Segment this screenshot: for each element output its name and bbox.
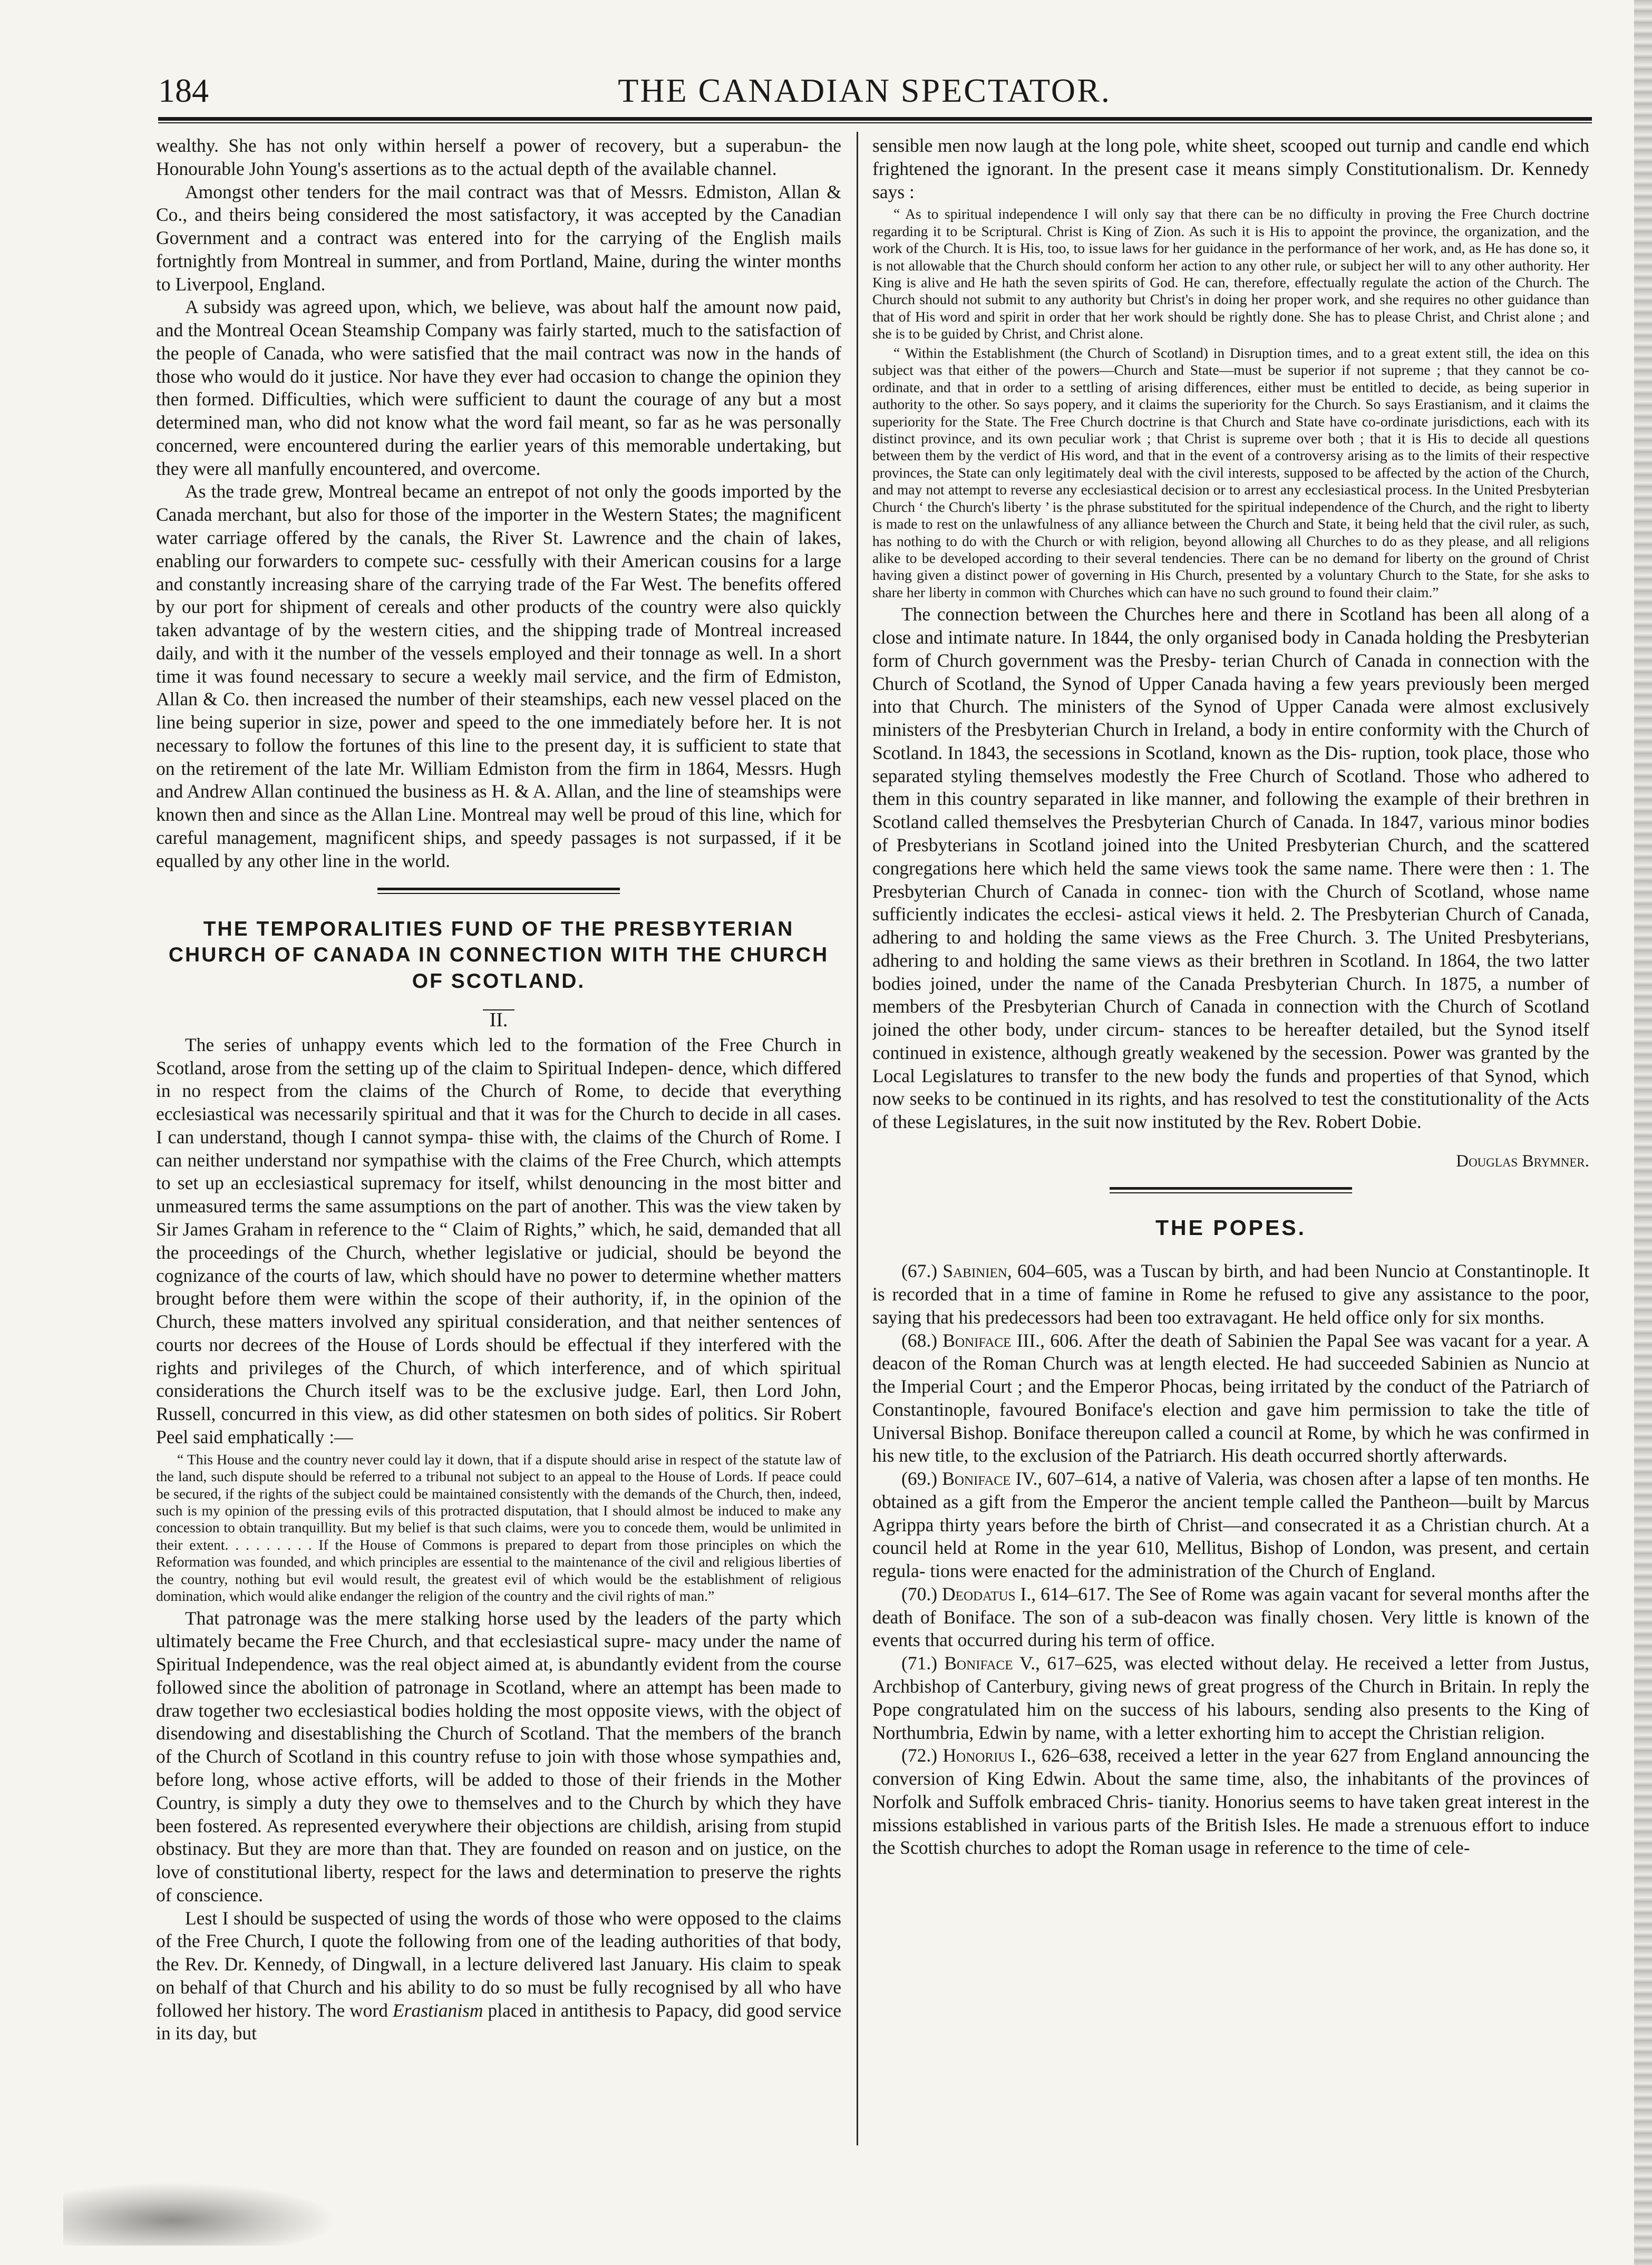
pope-number: (72.)	[901, 1745, 938, 1766]
peel-quote: “ This House and the country never could lay it down, that if a dispute should arise in respect of the statute law of the land, such dispute should be referred to a tribunal not subject to an appeal to the House of Lords. If peace could be secured, if the rights of the subject could be maintained consistently with the demands of the Church, then, indeed, such is my opinion of the pressing evils of this protracted disputation, that I should almost be induced to make any concession to obtain tranquillity. But my belief is that such claims, were you to concede them, would be unlimited in their extent. . . . . . . . . If the House of Commons is prepared to depart from those principles on which the Reformation was founded, and which principles are essential to the maintenance of the civil and religious liberties of the country, nothing but evil would result, the greatest evil of which would be the establishment of religious domination, which would alike endanger the religion of the country and the civil rights of man.”	[156, 1451, 841, 1605]
italic-word: Erastianism	[392, 1999, 483, 2021]
intro-paragraph: wealthy. She has not only within herself a power of recovery, but a superabun- the Honourable John Young's assertions as to the actual depth of the available channel.	[156, 135, 841, 179]
header-rule	[158, 117, 1592, 123]
pope-name: Sabinien	[942, 1260, 1007, 1282]
scan-edge	[1634, 0, 1652, 2265]
pope-entry	[872, 1652, 1589, 1744]
section-separator	[377, 888, 620, 894]
pope-number: (67.)	[901, 1260, 938, 1282]
page-number: 184	[158, 72, 209, 109]
pope-entry	[872, 1744, 1589, 1860]
part-number: II.	[156, 1008, 841, 1010]
continuation-paragraph: sensible men now laugh at the long pole, white sheet, scooped out turnip and candle end which frightened the ignorant. In the present case it means simply Constitutionalism. Dr. Kennedy says :	[872, 135, 1589, 202]
article-paragraph: That patronage was the mere stalking horse used by the leaders of the party which ultimately became the Free Church, and that ecclesiastical supre- macy under the name of Spiritual Independence, was the real object aimed at, is abundantly evident from the course followed since the abolition of patronage in Scotland, where an attempt has been made to draw together two ecclesiastical bodies holding the most opposite views, with the object of disendowing and disestablishing the Church of Scotland. That the members of the branch of the Church of Scotland in this country refuse to join with those whose sympathies and, before long, whose active efforts, will be added to those of their friends in the Mother Country, is simply a duty they owe to themselves and to the Church by which they have been fostered. As represented everywhere their objections are childish, arising from stupid obstinacy. But they are more than that. They are founded on reason and on justice, on the love of constitutional liberty, respect for the laws and determination to preserve the rights of conscience.	[156, 1607, 841, 1906]
popes-title: THE POPES.	[1155, 1215, 1307, 1240]
intro-paragraph: Amongst other tenders for the mail contract was that of Messrs. Edmiston, Allan & Co., and theirs being considered the most satisfactory, it was accepted by the Canadian Government and a contract was entered into for the carrying of the English mails fortnightly from Montreal in summer, and from Portland, Maine, during the winter months to Liverpool, England.	[156, 181, 841, 295]
pope-entry	[872, 1583, 1589, 1652]
article-paragraph: The connection between the Churches here and there in Scotland has been all along of a close and intimate nature. In 1844, the only organised body in Canada holding the Presbyterian form of Church government was the Presby- terian Church of Canada in connection with the Church of Scotland, the Synod of Upper Canada having a few years previously been merged into that Church. The ministers of the Synod of Upper Canada were almost exclusively ministers of the Presbyterian Church in Ireland, a body in entire conformity with the Church of Scotland. In 1843, the secessions in Scotland, known as the Dis- ruption, took place, those who separated styling themselves modestly the Free Church of Scotland. Those who adhered to them in this country separated in like manner, and following the example of their brethren in Scotland called themselves the Presbyterian Church of Canada. In 1847, various minor bodies of Presbyterians in Scotland joined into the United Presbyterian Church, and the scattered congregations here which held the same views took the same name. There were then : 1. The Presbyterian Church of Canada in connec- tion with the Church of Scotland, whose name sufficiently indicates the ecclesi- astical views it held. 2. The Presbyterian Church of Canada, adhering to and holding the same views as the Free Church. 3. The United Presbyterians, adhering to and holding the same views as their brethren in Scotland. In 1864, the two latter bodies joined, under the name of the Canada Presbyterian Church. In 1875, a number of members of the Presbyterian Church of Canada in connection with the Church of Scotland joined the other body, under circum- stances to be hereafter detailed, but the Synod itself continued in existence, although greatly weakened by the secession. Power was granted by the Local Legislatures to transfer to the new body the funds and properties of that Synod, which now seeks to be continued in its rights, and has resolved to test the constitutionality of the Acts of these Legislatures, in the suit now instituted by the Rev. Robert Dobie.	[872, 604, 1589, 1133]
pope-name: Honorius I.	[942, 1745, 1032, 1766]
scan-smudge	[63, 2182, 337, 2245]
article-paragraph	[156, 1907, 841, 2046]
article-title: THE TEMPORALITIES FUND OF THE PRESBYTERIAN CHURCH OF CANADA IN CONNECTION WITH THE CHURCH OF SCOTLAND.	[168, 917, 829, 993]
column-divider	[857, 132, 858, 2145]
text-run: Lest I should be suspected of using the words of those who were opposed to the claims of the Free Church, I quote the following from one of the leading authorities of that body, the Rev. Dr. Kennedy, of Dingwall, in a lecture delivered last January. His claim to speak on behalf of that Church and his ability to do so must be fully recognised by all who have followed her history. The word	[156, 1907, 841, 2021]
intro-paragraph: As the trade grew, Montreal became an entrepot of not only the goods imported by the Canada merchant, but also for those of the importer in the Western States; the magnificent water carriage offered by the canals, the River St. Lawrence and the chain of lakes, enabling our forwarders to compete suc- cessfully with their American cousins for a large and constantly increasing share of the carrying trade of the Far West. The benefits offered by our port for shipment of cereals and other products of the country were also quickly taken advantage of by the western cities, and the shipping trade of Montreal increased daily, and with it the number of the vessels employed and their tonnage as well. In a short time it was found necessary to secure a weekly mail service, and the firm of Edmiston, Allan & Co. then increased the number of their steamships, each new vessel placed on the line being superior in size, power and speed to the one immediately before her. It is not necessary to follow the fortunes of this line to the present day, it is sufficient to state that on the retirement of the late Mr. William Edmiston from the firm in 1864, Messrs. Hugh and Andrew Allan continued the business as H. & A. Allan, and the line of steamships were known then and since as the Allan Line. Montreal may well be proud of this line, which for careful management, magnificent ships, and speedy passages is not surpassed, if it be equalled by any other line in the world.	[156, 481, 841, 871]
pope-name: Boniface V.	[944, 1652, 1036, 1674]
pope-number: (71.)	[901, 1652, 938, 1674]
pope-text: , 606. After the death of Sabinien the Papal See was vacant for a year. A deacon of the Roman Church was at length elected. He had succeeded Sabinien as Nuncio at the Imperial Court ; and the Emperor Phocas, being irritated by the conduct of the Patriarch of Constantinople, favoured Boniface's election and gave him permission to take the title of Universal Bishop. Boniface thereupon called a council at Rome, by which he was confirmed in his new title, to the exclusion of the Patriarch. His death occurred shortly afterwards.	[872, 1329, 1589, 1466]
pope-entry	[872, 1329, 1589, 1468]
pope-text: , 604–605, was a Tuscan by birth, and had been Nuncio at Constantinople. It is recorded that in a time of famine in Rome he refused to give any assistance to the poor, saying that his predecessors had been too extravagant. He held office only for six months.	[872, 1260, 1589, 1328]
kennedy-quote: “ As to spiritual independence I will only say that there can be no difficulty in proving the Free Church doctrine regarding it to be Scriptural. Christ is King of Zion. As such it is His to appoint the province, the organization, and the work of the Church. It is His, too, to issue laws for her guidance in the performance of her work, and, as He has done so, it is not allowable that the Church should conform her action to any other rule, or subject her will to any other authority. Her King is alive and He hath the seven spirits of God. He can, therefore, effectually regulate the action of the Church. The Church should not submit to any authority but Christ's in doing her proper work, and she requires no other guidance than that of His word and spirit in order that her work should be rightly done. She has to please Christ, and Christ alone ; and she is to be guided by Christ, and Christ alone.	[872, 206, 1589, 342]
intro-paragraph: A subsidy was agreed upon, which, we believe, was about half the amount now paid, and the Montreal Ocean Steamship Company was fairly started, much to the satisfaction of the people of Canada, who were satisfied that the mail contract was now in the hands of those who would do it justice. Nor have they ever had occasion to change the opinion they then formed. Difficulties, which were sufficient to daunt the courage of any but a most determined man, who did not know what the word fail meant, so far as he was personally concerned, were encountered during the earlier years of this memorable undertaking, but they were all manfully encountered, and overcome.	[156, 296, 841, 479]
page-header	[158, 71, 1571, 113]
article-paragraph: The series of unhappy events which led to the formation of the Free Church in Scotland, arose from the setting up of the claim to Spiritual Indepen- dence, which differed in no respect from the claims of the Church of Rome, to decide that everything ecclesiastical was necessarily spiritual and that it was for the Church to decide in all cases. I can understand, though I cannot sympa- thise with, the claims of the Church of Rome. I can neither understand nor sympathise with the claims of the Free Church, which attempts to set up an ecclesiastical supremacy for itself, whilst denouncing in the most bitter and unmeasured terms the same assumptions on the part of another. This was the view taken by Sir James Graham in reference to the “ Claim of Rights,” which, he said, demanded that all the proceedings of the Church, whether legislative or judicial, should be beyond the cognizance of the courts of law, which should have no power to determine whether matters brought before them were within the scope of their authority, if, in the opinion of the Church, these matters involved any spiritual consideration, and that neither sentences of courts nor decrees of the House of Lords should be effectual if they interfered with the rights and privileges of the Church, of which interference, and of which spiritual considerations the Church itself was to be the exclusive judge. Earl, then Lord John, Russell, concurred in this view, as did other statesmen on both sides of politics. Sir Robert Peel said emphatically :—	[156, 1034, 841, 1447]
text-run: placed in antithesis to Papacy, did good service in its day, but	[156, 1999, 841, 2044]
pope-text: , 607–614, a native of Valeria, was chosen after a lapse of ten months. He obtained as a gift from the Emperor the ancient temple called the Pantheon—built by Marcus Agrippa thirty years before the birth of Christ—and consecrated it as a Christian church. At a council held at Rome in the year 610, Mellitus, Bishop of London, was present, and certain regula- tions were enacted for the administration of the Church of England.	[872, 1468, 1589, 1582]
pope-text: , 617–625, was elected without delay. He received a letter from Justus, Archbishop of Canterbury, giving news of great progress of the Church in Britain. In reply the Pope congratulated him on the success of his labours, sending also presents to the King of Northumbria, Edwin by name, with a letter exhorting him to accept the Christian religion.	[872, 1652, 1589, 1743]
pope-number: (68.)	[901, 1329, 938, 1351]
right-column	[872, 134, 1589, 2160]
kennedy-quote: “ Within the Establishment (the Church of Scotland) in Disruption times, and to a great extent still, the idea on this subject was that either of the powers—Church and State—must be superior if not supreme ; that they cannot be co-ordinate, and that in order to a settling of arising differences, either must be entitled to decide, as being superior in authority to the other. So says popery, and it claims the superiority for the Church. So says Erastianism, and it claims the superiority for the State. The Free Church doctrine is that Church and State have co-ordinate jurisdictions, each with its distinct province, and its own peculiar work ; that Christ is supreme over both ; that it is His to decide all questions between them by the verdict of His word, and that in the event of a controversy arising as to the limits of their respective provinces, the State can only legitimately deal with the civil interests, supposed to be affected by the action of the Church, and may not attempt to reverse any ecclesiastical decision or to arrest any ecclesiastical process. In the United Presbyterian Church ‘ the Church's liberty ’ is the phrase substituted for the spiritual independence of the Church, and the right to liberty is made to rest on the unlawfulness of any alliance between the Church and State, it being held that the civil ruler, as such, has nothing to do with the Church or with religion, beyond allowing all Churches to do as they please, and all religions alike to be developed according to their several tendencies. There can be no demand for liberty on the ground of Christ having given a distinct power of governing in His Church, presented by a voluntary Church to the State, for she asks to share her liberty in common with Churches which can have no such ground to found their claim.”	[872, 344, 1589, 600]
pope-name: Boniface IV.	[942, 1468, 1038, 1490]
pope-entry	[872, 1467, 1589, 1583]
pope-number: (69.)	[901, 1468, 938, 1490]
left-column	[156, 134, 841, 2160]
pope-text: , 614–617. The See of Rome was again vacant for several months after the death of Boniface. The son of a sub-deacon was finally chosen. Very little is known of the events that occurred during his term of office.	[872, 1583, 1589, 1651]
pope-entry	[872, 1260, 1589, 1329]
journal-title: THE CANADIAN SPECTATOR.	[618, 72, 1111, 109]
pope-text: , 626–638, received a letter in the year 627 from England announcing the conversion of King Edwin. About the same time, also, the inhabitants of the provinces of Norfolk and Suffolk embraced Chris- tianity. Honorius seems to have taken great interest in the missions established in various parts of the British Isles. He made a strenuous effort to induce the Scottish churches to adopt the Roman usage in reference to the time of cele-	[872, 1745, 1589, 1859]
pope-name: Deodatus I.	[942, 1583, 1032, 1605]
author-signature: Douglas Brymner.	[1456, 1151, 1589, 1171]
pope-name: Boniface III.	[942, 1329, 1041, 1351]
section-separator	[1110, 1187, 1352, 1193]
pope-number: (70.)	[901, 1583, 938, 1605]
